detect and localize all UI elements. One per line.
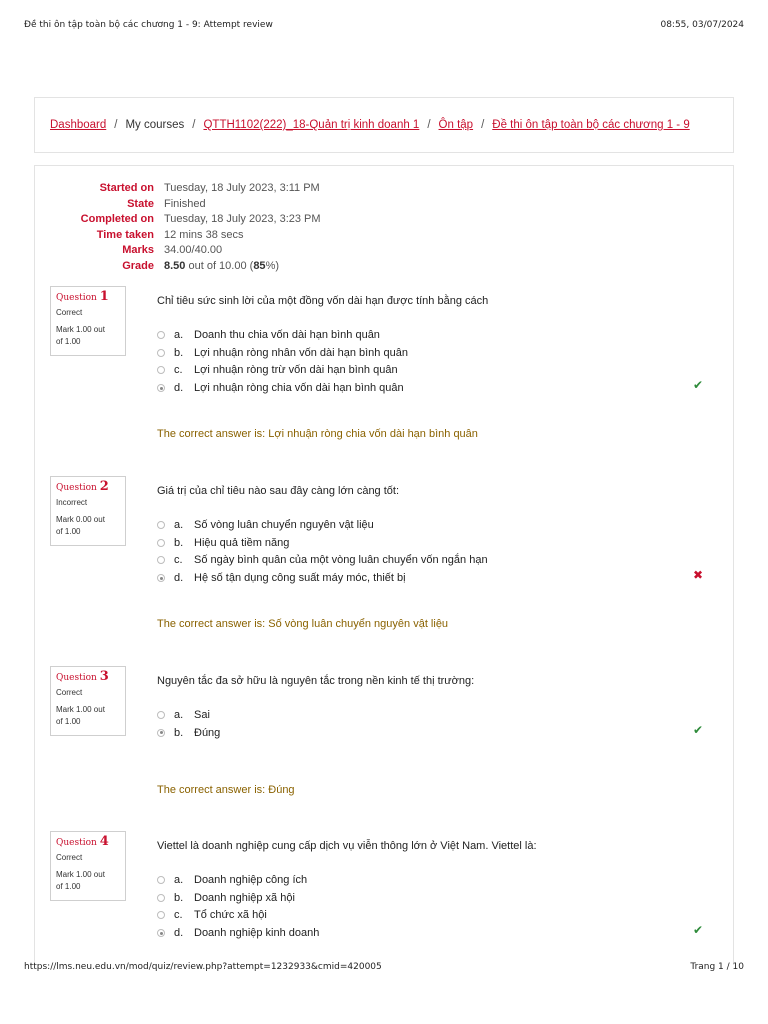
breadcrumb (34, 97, 734, 153)
answer-radio[interactable] (157, 729, 165, 737)
question-number (56, 291, 120, 305)
question-mark-line: of 1.00 (56, 526, 81, 536)
answer-option[interactable] (157, 724, 697, 742)
print-title: Đề thi ôn tập toàn bộ các chương 1 - 9: Attempt review (24, 20, 273, 30)
answer-letter: b. (174, 346, 184, 359)
correct-answer-feedback: The correct answer is: Số vòng luân chuyển nguyên vật liệu (157, 618, 449, 630)
answer-radio[interactable] (157, 331, 165, 339)
attempt-summary-table (69, 181, 321, 275)
grade-percent: 85 (253, 259, 266, 272)
question-text: Chỉ tiêu sức sinh lời của một đồng vốn dài hạn được tính bằng cách (157, 295, 489, 307)
question-mark (56, 514, 120, 537)
grade-value: 8.50 (164, 259, 186, 272)
summary-row-grade (69, 259, 321, 275)
answer-radio[interactable] (157, 911, 165, 919)
answer-letter: a. (174, 328, 184, 341)
question-number-value: 3 (99, 669, 109, 684)
answer-text: Lợi nhuận ròng nhân vốn dài hạn bình quân (194, 346, 408, 359)
answer-text: Lợi nhuận ròng trừ vốn dài hạn bình quân (194, 364, 398, 377)
check-icon: ✔ (693, 378, 704, 393)
print-url: https://lms.neu.edu.vn/mod/quiz/review.php?attempt=1232933&cmid=420005 (24, 962, 382, 972)
summary-row-state (69, 197, 321, 213)
breadcrumb-dashboard-link[interactable]: Dashboard (50, 119, 107, 131)
question-label: Question (56, 838, 97, 848)
question-mark-line: of 1.00 (56, 881, 81, 891)
answer-option[interactable] (157, 326, 697, 344)
check-icon: ✔ (693, 923, 704, 938)
grade-mid-text: out of 10.00 ( (185, 259, 254, 272)
answer-text: Số ngày bình quân của một vòng luân chuyển vốn ngắn hạn (194, 554, 488, 567)
answer-radio[interactable] (157, 876, 165, 884)
answer-list (157, 516, 697, 587)
answer-option[interactable] (157, 534, 697, 552)
question-mark-line: Mark 0.00 out (56, 515, 105, 524)
question-number (56, 836, 120, 850)
correct-answer-feedback: The correct answer is: Lợi nhuận ròng chia vốn dài hạn bình quân (157, 428, 478, 440)
summary-label: State (127, 197, 154, 210)
summary-label: Time taken (96, 228, 154, 241)
answer-list (157, 706, 697, 742)
question-mark-line: Mark 1.00 out (56, 705, 105, 714)
breadcrumb-course-link[interactable]: QTTH1102(222)_18-Quản trị kinh doanh 1 (203, 119, 420, 131)
breadcrumb-quiz-link[interactable]: Đề thi ôn tập toàn bộ các chương 1 - 9 (492, 119, 690, 131)
answer-option[interactable] (157, 889, 697, 907)
cross-icon: ✖ (693, 568, 704, 583)
answer-option[interactable] (157, 706, 697, 724)
answer-option[interactable] (157, 924, 697, 942)
answer-text: Hệ số tận dụng công suất máy móc, thiết bị (194, 572, 406, 585)
question-state: Correct (56, 687, 83, 697)
question-number (56, 671, 120, 685)
summary-value: Finished (164, 197, 206, 210)
answer-text: Tổ chức xã hội (194, 909, 267, 922)
summary-value: Tuesday, 18 July 2023, 3:23 PM (164, 213, 321, 226)
summary-label: Started on (99, 182, 154, 194)
answer-option[interactable] (157, 379, 697, 397)
answer-option[interactable] (157, 362, 697, 380)
summary-label: Completed on (80, 213, 154, 226)
quiz-review-content (34, 165, 734, 965)
answer-text: Đúng (194, 726, 221, 739)
summary-row-marks (69, 243, 321, 259)
question-mark (56, 324, 120, 347)
answer-option[interactable] (157, 569, 697, 587)
answer-letter: b. (174, 726, 184, 739)
question-mark-line: of 1.00 (56, 336, 81, 346)
answer-option[interactable] (157, 552, 697, 570)
summary-row-completed (69, 212, 321, 228)
answer-radio[interactable] (157, 384, 165, 392)
answer-letter: c. (174, 364, 183, 377)
answer-text: Sai (194, 708, 210, 721)
question-mark-line: Mark 1.00 out (56, 870, 105, 879)
answer-letter: a. (174, 708, 184, 721)
question-text: Giá trị của chỉ tiêu nào sau đây càng lớn càng tốt: (157, 485, 400, 497)
question-label: Question (56, 293, 97, 303)
answer-radio[interactable] (157, 521, 165, 529)
answer-option[interactable] (157, 516, 697, 534)
question-info-box (50, 286, 126, 356)
question-info-box (50, 476, 126, 546)
question-text: Nguyên tắc đa sở hữu là nguyên tắc trong nền kinh tế thị trường: (157, 675, 475, 687)
answer-letter: b. (174, 891, 184, 904)
answer-text: Doanh nghiệp công ích (194, 873, 308, 886)
question-label: Question (56, 483, 97, 493)
answer-radio[interactable] (157, 929, 165, 937)
check-icon: ✔ (693, 722, 704, 737)
question-number-value: 2 (99, 479, 109, 494)
question-number-value: 1 (99, 289, 109, 304)
question-number (56, 481, 120, 495)
print-page-number: Trang 1 / 10 (690, 962, 744, 972)
answer-letter: b. (174, 536, 184, 549)
answer-text: Doanh thu chia vốn dài hạn bình quân (194, 328, 380, 341)
question-mark (56, 869, 120, 892)
question-state: Correct (56, 307, 83, 317)
summary-label: Marks (122, 244, 154, 257)
answer-option[interactable] (157, 907, 697, 925)
question-state: Incorrect (56, 497, 88, 507)
breadcrumb-separator: / (114, 119, 118, 131)
answer-letter: d. (174, 927, 184, 940)
answer-letter: c. (174, 554, 183, 567)
summary-value: Tuesday, 18 July 2023, 3:11 PM (164, 182, 320, 194)
question-mark (56, 704, 120, 727)
answer-text: Lợi nhuận ròng chia vốn dài hạn bình quân (194, 382, 404, 395)
answer-text: Số vòng luân chuyển nguyên vật liệu (194, 518, 374, 531)
question-info-box (50, 666, 126, 736)
breadcrumb-separator: / (427, 119, 431, 131)
question-state: Correct (56, 852, 83, 862)
answer-radio[interactable] (157, 366, 165, 374)
answer-list (157, 326, 697, 397)
correct-answer-feedback: The correct answer is: Đúng (157, 784, 295, 796)
answer-letter: c. (174, 909, 183, 922)
summary-row-time-taken (69, 228, 321, 244)
answer-text: Doanh nghiệp kinh doanh (194, 927, 320, 940)
answer-letter: a. (174, 873, 184, 886)
answer-letter: d. (174, 382, 184, 395)
question-number-value: 4 (99, 834, 109, 849)
answer-option[interactable] (157, 871, 697, 889)
summary-row-started (69, 181, 321, 197)
question-mark-line: of 1.00 (56, 716, 81, 726)
breadcrumb-separator: / (481, 119, 485, 131)
print-datetime: 08:55, 03/07/2024 (660, 20, 744, 30)
answer-radio[interactable] (157, 711, 165, 719)
answer-radio[interactable] (157, 349, 165, 357)
grade-end-text: %) (265, 259, 280, 272)
summary-value (164, 259, 279, 275)
summary-value: 34.00/40.00 (164, 244, 223, 257)
answer-text: Doanh nghiệp xã hội (194, 891, 295, 904)
summary-value: 12 mins 38 secs (164, 228, 244, 241)
breadcrumb-separator: / (192, 119, 196, 131)
answer-letter: d. (174, 572, 184, 585)
answer-radio[interactable] (157, 539, 165, 547)
answer-text: Hiệu quả tiềm năng (194, 536, 290, 549)
breadcrumb-section-link[interactable]: Ôn tập (438, 119, 474, 131)
question-mark-line: Mark 1.00 out (56, 325, 105, 334)
answer-radio[interactable] (157, 556, 165, 564)
summary-label: Grade (122, 259, 154, 272)
breadcrumb-my-courses: My courses (125, 119, 185, 131)
answer-option[interactable] (157, 344, 697, 362)
question-label: Question (56, 673, 97, 683)
answer-letter: a. (174, 518, 184, 531)
question-info-box (50, 831, 126, 901)
answer-list (157, 871, 697, 942)
answer-radio[interactable] (157, 574, 165, 582)
question-text: Viettel là doanh nghiệp cung cấp dịch vụ viễn thông lớn ở Việt Nam. Viettel là: (157, 840, 537, 852)
answer-radio[interactable] (157, 894, 165, 902)
